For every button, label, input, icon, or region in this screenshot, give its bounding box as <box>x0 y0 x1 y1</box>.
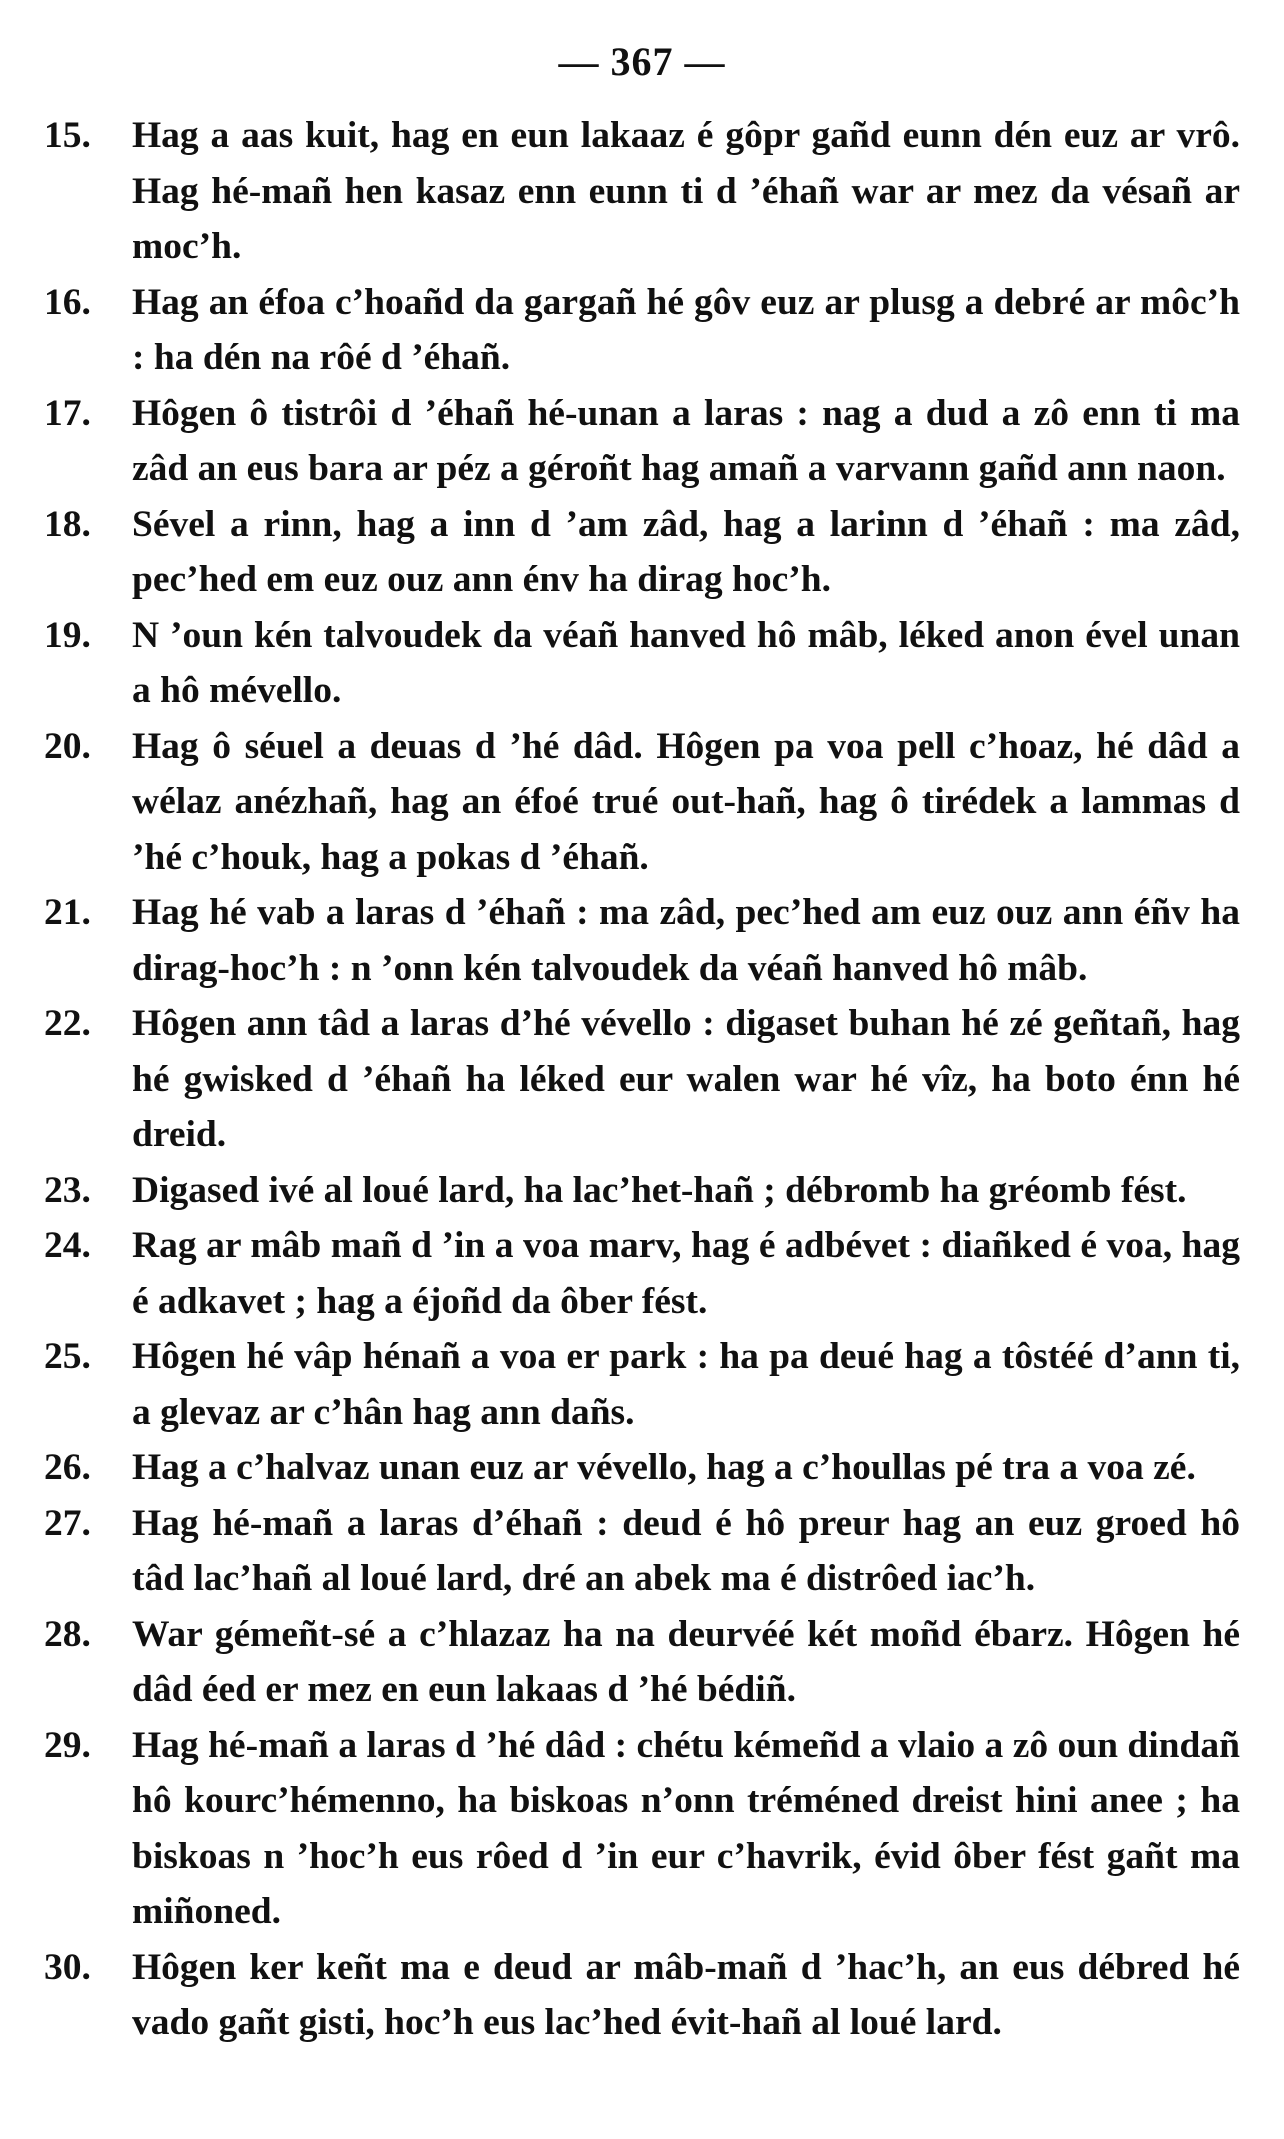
verse-number: 19. <box>44 614 91 656</box>
verse-list <box>44 108 1240 2051</box>
verse-text: Hag hé vab a laras d ’éhañ : ma zâd, pec’hed am euz ouz ann éñv ha dirag-hoc’h : n ’onn kén talvoudek da véañ hanved hô mâb. <box>132 892 1240 989</box>
verse-number: 22. <box>44 1003 91 1044</box>
verse-18 <box>44 497 1240 608</box>
verse-26 <box>44 1440 1240 1496</box>
verse-text: Hag a aas kuit, hag en eun lakaaz é gôpr gañd eunn dén euz ar vrô. Hag hé-mañ hen kasaz enn eunn ti d ’éhañ war ar mez da vésañ ar moc’h. <box>132 115 1240 267</box>
verse-17 <box>44 386 1240 497</box>
verse-text: Hôgen ann tâd a laras d’hé vévello : digaset buhan hé zé geñtañ, hag hé gwisked d ’éhañ ha léked eur walen war hé vîz, ha boto énn hé dreid. <box>132 1003 1240 1155</box>
verse-text: Hôgen ô tistrôi d ’éhañ hé-unan a laras : nag a dud a zô enn ti ma zâd an eus bara ar péz a géroñt hag amañ a varvann gañd ann naon. <box>132 392 1240 489</box>
verse-text: N ’oun kén talvoudek da véañ hanved hô mâb, léked anon ével unan a hô mévello. <box>132 614 1240 711</box>
verse-30 <box>44 1940 1240 2051</box>
verse-number: 26. <box>44 1447 91 1488</box>
verse-text: Hôgen hé vâp hénañ a voa er park : ha pa deué hag a tôstéé d’ann ti, a glevaz ar c’hân hag ann dañs. <box>132 1336 1240 1433</box>
verse-text: War gémeñt-sé a c’hlazaz ha na deurvéé két moñd ébarz. Hôgen hé dâd éed er mez en eun lakaas d ’hé bédiñ. <box>132 1613 1240 1710</box>
verse-number: 21. <box>44 892 91 933</box>
verse-number: 27. <box>44 1502 91 1544</box>
verse-text: Rag ar mâb mañ d ’in a voa marv, hag é adbévet : diañked é voa, hag é adkavet ; hag a éjoñd da ôber fést. <box>132 1225 1240 1322</box>
verse-text: Hag an éfoa c’hoañd da gargañ hé gôv euz ar plusg a debré ar môc’h : ha dén na rôé d ’éhañ. <box>132 281 1240 378</box>
verse-number: 25. <box>44 1336 91 1377</box>
verse-23 <box>44 1163 1240 1219</box>
verse-24 <box>44 1218 1240 1329</box>
page-number: — 367 — <box>558 39 726 84</box>
verse-19 <box>44 608 1240 719</box>
verse-number: 23. <box>44 1169 91 1211</box>
verse-number: 17. <box>44 392 91 434</box>
verse-text: Digased ivé al loué lard, ha lac’het-hañ ; débromb ha gréomb fést. <box>132 1169 1187 1211</box>
verse-29 <box>44 1718 1240 1940</box>
verse-number: 18. <box>44 503 91 545</box>
verse-number: 20. <box>44 725 91 767</box>
verse-number: 24. <box>44 1225 91 1266</box>
verse-16 <box>44 275 1240 386</box>
verse-number: 29. <box>44 1724 91 1766</box>
verse-21 <box>44 885 1240 996</box>
verse-text: Hag ô séuel a deuas d ’hé dâd. Hôgen pa voa pell c’hoaz, hé dâd a wélaz anézhañ, hag an éfoé trué out-hañ, hag ô tirédek a lammas d ’hé c’houk, hag a pokas d ’éhañ. <box>132 725 1240 878</box>
verse-15 <box>44 108 1240 275</box>
verse-text: Hag hé-mañ a laras d’éhañ : deud é hô preur hag an euz groed hô tâd lac’hañ al loué lard, dré an abek ma é distrôed iac’h. <box>132 1502 1240 1599</box>
verse-20 <box>44 719 1240 886</box>
verse-number: 15. <box>44 115 91 156</box>
verse-number: 16. <box>44 281 91 323</box>
verse-22 <box>44 996 1240 1163</box>
verse-25 <box>44 1329 1240 1440</box>
verse-text: Hag a c’halvaz unan euz ar vévello, hag a c’houllas pé tra a voa zé. <box>132 1447 1196 1488</box>
verse-27 <box>44 1496 1240 1607</box>
verse-text: Hôgen ker keñt ma e deud ar mâb-mañ d ’hac’h, an eus débred hé vado gañt gisti, hoc’h eus lac’hed évit-hañ al loué lard. <box>132 1946 1240 2043</box>
verse-number: 30. <box>44 1946 91 1988</box>
verse-28 <box>44 1607 1240 1718</box>
verse-number: 28. <box>44 1613 91 1655</box>
verse-text: Hag hé-mañ a laras d ’hé dâd : chétu kémeñd a vlaio a zô oun dindañ hô kourc’hémenno, ha biskoas n’onn tréméned dreist hini anee ; ha biskoas n ’hoc’h eus rôed d ’in eur c’havrik, évid ôber fést gañt ma miñoned. <box>132 1724 1240 1932</box>
verse-text: Sével a rinn, hag a inn d ’am zâd, hag a larinn d ’éhañ : ma zâd, pec’hed em euz ouz ann énv ha dirag hoc’h. <box>132 503 1240 600</box>
